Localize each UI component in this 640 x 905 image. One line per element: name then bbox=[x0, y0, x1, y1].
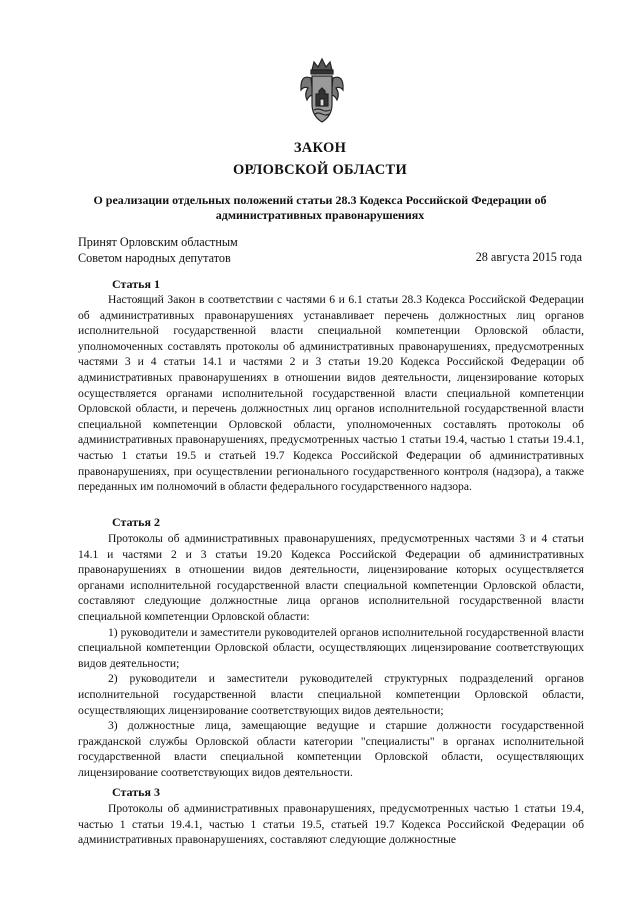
article-3-body bbox=[78, 801, 584, 848]
law-title: ЗАКОН bbox=[293, 140, 347, 156]
article-list-item: 1) руководители и заместители руководителей органов исполнительной государственной власти специальной компетенции Орловской области, осуществляющих лицензирование соответствующих видов деятельности; bbox=[78, 625, 584, 670]
adoption-date: 28 августа 2015 года bbox=[475, 250, 582, 264]
article-paragraph: Протоколы об административных правонарушениях, предусмотренных частями 3 и 4 статьи 14.1 и частями 2 и 3 статьи 19.20 Кодекса Российской Федерации об административных правонарушениях в отношении видов деятельности, лицензирование которых осуществляется органами исполнительной государственной власти специальной компетенции Орловской области, составляют следующие должностные лица органов исполнительной государственной власти специальной компетенции Орловской области: bbox=[78, 532, 584, 623]
adoption-line: Советом народных депутатов bbox=[78, 250, 231, 265]
article-list-item: 3) должностные лица, замещающие ведущие и старшие должности государственной гражданской службы Орловской области категории "специалисты" в органах исполнительной государственной власти специальной компетенции Орловской области, осуществляющих лицензирование соответствующих видов деятельности. bbox=[78, 719, 584, 779]
law-subtitle: О реализации отдельных положений статьи 28.3 Кодекса Российской Федерации об административных правонарушениях bbox=[93, 193, 547, 222]
coat-of-arms-icon bbox=[298, 56, 346, 128]
adoption-line: Принят Орловским областным bbox=[78, 235, 238, 249]
article-2-body bbox=[78, 531, 584, 781]
article-3-heading: Статья 3 bbox=[112, 785, 160, 799]
article-1-heading: Статья 1 bbox=[112, 277, 160, 291]
article-paragraph: Протоколы об административных правонарушениях, предусмотренных частью 1 статьи 19.4, частью 1 статьи 19.4.1, частью 1 статьи 19.5, статьей 19.7 Кодекса Российской Федерации об административных правонарушениях, составляют следующие должностные bbox=[78, 802, 584, 847]
region-title: ОРЛОВСКОЙ ОБЛАСТИ bbox=[232, 162, 408, 178]
article-list-item: 2) руководители и заместители руководителей структурных подразделений органов исполнительной государственной власти специальной компетенции Орловской области, осуществляющих лицензирование соответствующих видов деятельности; bbox=[78, 672, 584, 717]
article-1-body bbox=[78, 292, 584, 495]
article-paragraph: Настоящий Закон в соответствии с частями 6 и 6.1 статьи 28.3 Кодекса Российской Федерации об административных правонарушениях устанавливает перечень должностных лиц органов исполнительной государственной власти специальной компетенции Орловской области, уполномоченных составлять протоколы об административных правонарушениях, предусмотренных частями 3 и 4 статьи 14.1 и частями 2 и 3 статьи 19.20 Кодекса Российской Федерации об административных правонарушениях в отношении видов деятельности, лицензирование которых осуществляется органами исполнительной государственной власти специальной компетенции Орловской области, и перечень должностных лиц органов исполнительной государственной власти специальной компетенции Орловской области, уполномоченных составлять протоколы об административных правонарушениях, предусмотренных частью 1 статьи 19.4, частью 1 статьи 19.4.1, частью 1 статьи 19.5 и статьей 19.7 Кодекса Российской Федерации об административных правонарушениях, при осуществлении регионального государственного контроля (надзора), а также переданных им полномочий в области федерального государственного надзора. bbox=[78, 293, 584, 494]
adoption-block bbox=[78, 235, 238, 266]
article-2-heading: Статья 2 bbox=[112, 515, 160, 529]
